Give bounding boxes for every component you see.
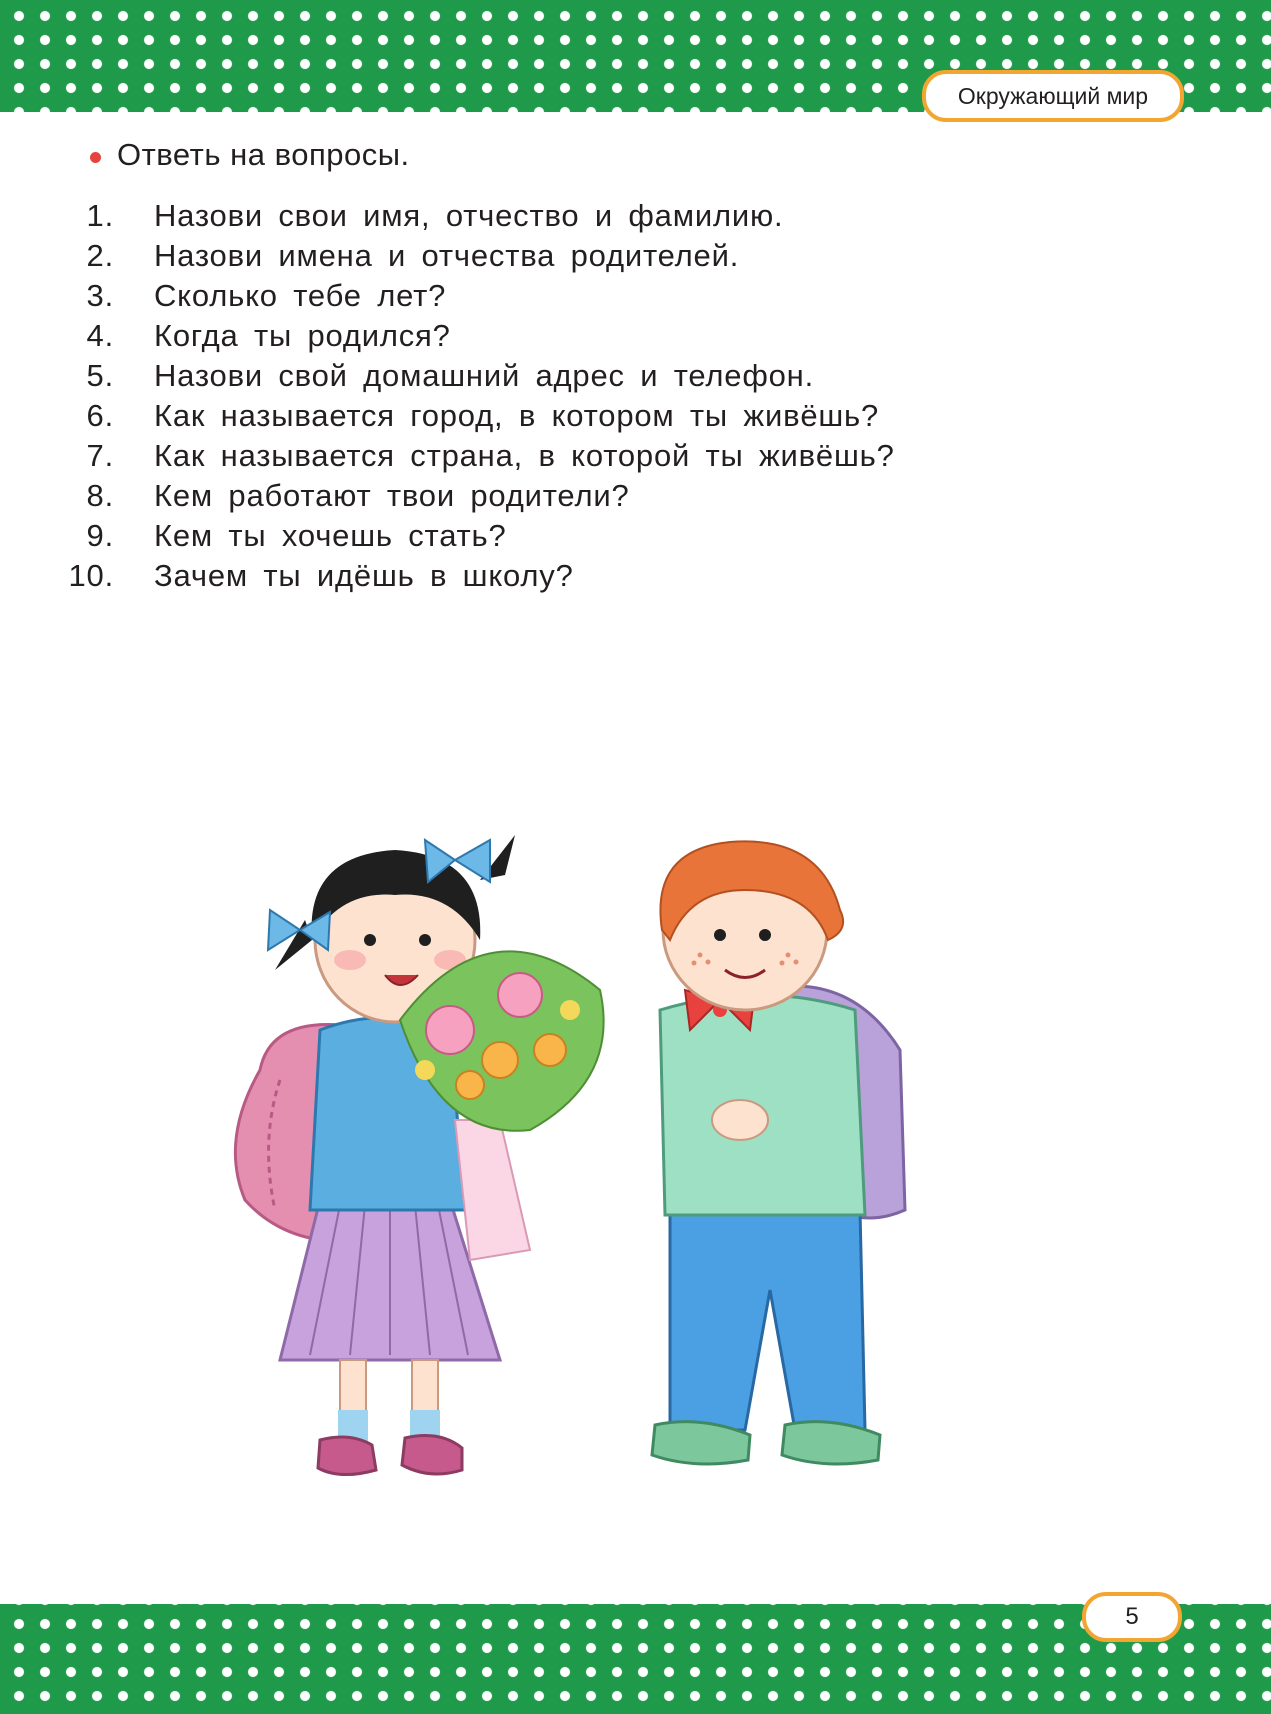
list-item [0, 196, 783, 236]
boy-trousers [670, 1210, 865, 1430]
question-text: Назови свой домашний адрес и телефон. [154, 358, 815, 393]
question-number: 10. [68, 558, 114, 593]
question-number: 4. [86, 318, 114, 353]
instruction-text: Ответь на вопросы. [117, 137, 410, 172]
list-item [0, 236, 739, 276]
page-number [1082, 1592, 1182, 1642]
girl-cheek-left [334, 950, 366, 970]
question-text: Кем работают твои родители? [154, 478, 630, 513]
subject-tag [922, 70, 1184, 122]
question-text: Как называется страна, в которой ты живёшь? [154, 438, 895, 473]
girl-shoe-right [402, 1436, 462, 1474]
boy-eye-left [714, 929, 726, 941]
question-number: 3. [86, 278, 114, 313]
girl-eye-left [364, 934, 376, 946]
list-item [0, 556, 574, 596]
subject-tag-label: Окружающий мир [957, 82, 1149, 109]
girl-eye-right [419, 934, 431, 946]
bottom-polka-dot-band [0, 1604, 1271, 1714]
boy-hands [712, 1100, 768, 1140]
list-item [0, 396, 879, 436]
bullet-dot-icon [90, 152, 101, 163]
question-text: Назови имена и отчества родителей. [154, 238, 740, 273]
question-number: 8. [86, 478, 114, 513]
list-item [0, 436, 895, 476]
question-text: Зачем ты идёшь в школу? [154, 558, 574, 593]
question-number: 9. [86, 518, 114, 553]
boy-eye-right [759, 929, 771, 941]
question-text: Когда ты родился? [154, 318, 451, 353]
question-number: 5. [86, 358, 114, 393]
instruction [90, 137, 410, 173]
question-text: Назови свои имя, отчество и фамилию. [154, 198, 784, 233]
question-text: Как называется город, в котором ты живёшь? [154, 398, 880, 433]
question-number: 7. [86, 438, 114, 473]
question-number: 6. [86, 398, 114, 433]
page-number-label: 5 [1125, 1603, 1139, 1630]
children-illustration [200, 820, 1020, 1540]
question-text: Сколько тебе лет? [154, 278, 447, 313]
list-item [0, 476, 630, 516]
list-item [0, 516, 507, 556]
list-item [0, 316, 451, 356]
list-item [0, 356, 814, 396]
girl-shoe-left [318, 1437, 376, 1475]
list-item [0, 276, 446, 316]
question-number: 1. [86, 198, 114, 233]
question-text: Кем ты хочешь стать? [154, 518, 507, 553]
question-number: 2. [86, 238, 114, 273]
